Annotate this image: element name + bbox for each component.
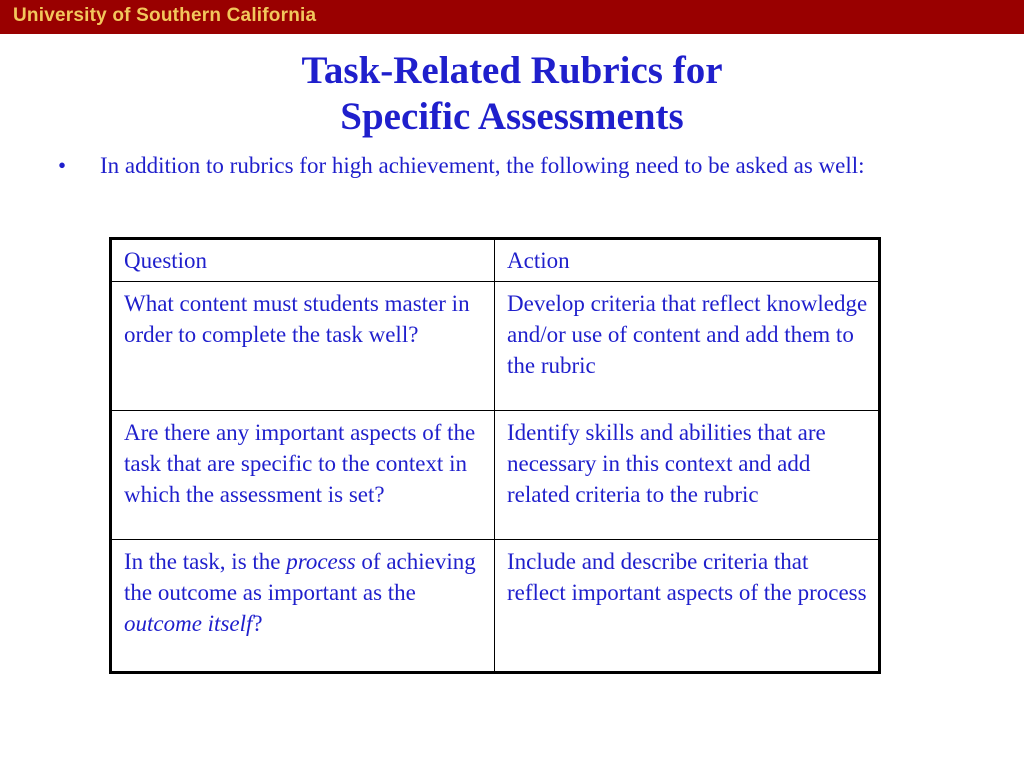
table-header-row (111, 239, 880, 282)
slide-title (0, 48, 1024, 140)
question-emphasis-outcome: outcome itself (124, 611, 253, 636)
header-action: Action (495, 239, 880, 282)
slide-title-line-1: Task-Related Rubrics for (301, 49, 723, 92)
rubric-table (109, 237, 881, 674)
bullet-dot-icon: • (58, 153, 67, 178)
institution-name: University of Southern California (13, 5, 317, 26)
question-text-part: of achieving the outcome as important as the (124, 549, 476, 605)
action-cell: Include and describe criteria that reflect important aspects of the process (495, 540, 880, 673)
action-cell: Identify skills and abilities that are necessary in this context and add related criteria to the rubric (495, 411, 880, 540)
question-cell (111, 540, 495, 673)
question-text-part: In the task, is the (124, 549, 287, 574)
table-row (111, 540, 880, 673)
question-cell: What content must students master in order to complete the task well? (111, 282, 495, 411)
question-text-part: ? (252, 611, 263, 636)
action-cell: Develop criteria that reflect knowledge and/or use of content and add them to the rubric (495, 282, 880, 411)
question-cell: Are there any important aspects of the task that are specific to the context in which the assessment is set? (111, 411, 495, 540)
header-banner (0, 0, 1024, 34)
question-emphasis-process: process (286, 549, 356, 574)
slide-title-line-2: Specific Assessments (340, 95, 684, 138)
table-row (111, 282, 880, 411)
header-question: Question (111, 239, 495, 282)
table-row (111, 411, 880, 540)
bullet-text: In addition to rubrics for high achievement, the following need to be asked as well: (100, 153, 865, 178)
